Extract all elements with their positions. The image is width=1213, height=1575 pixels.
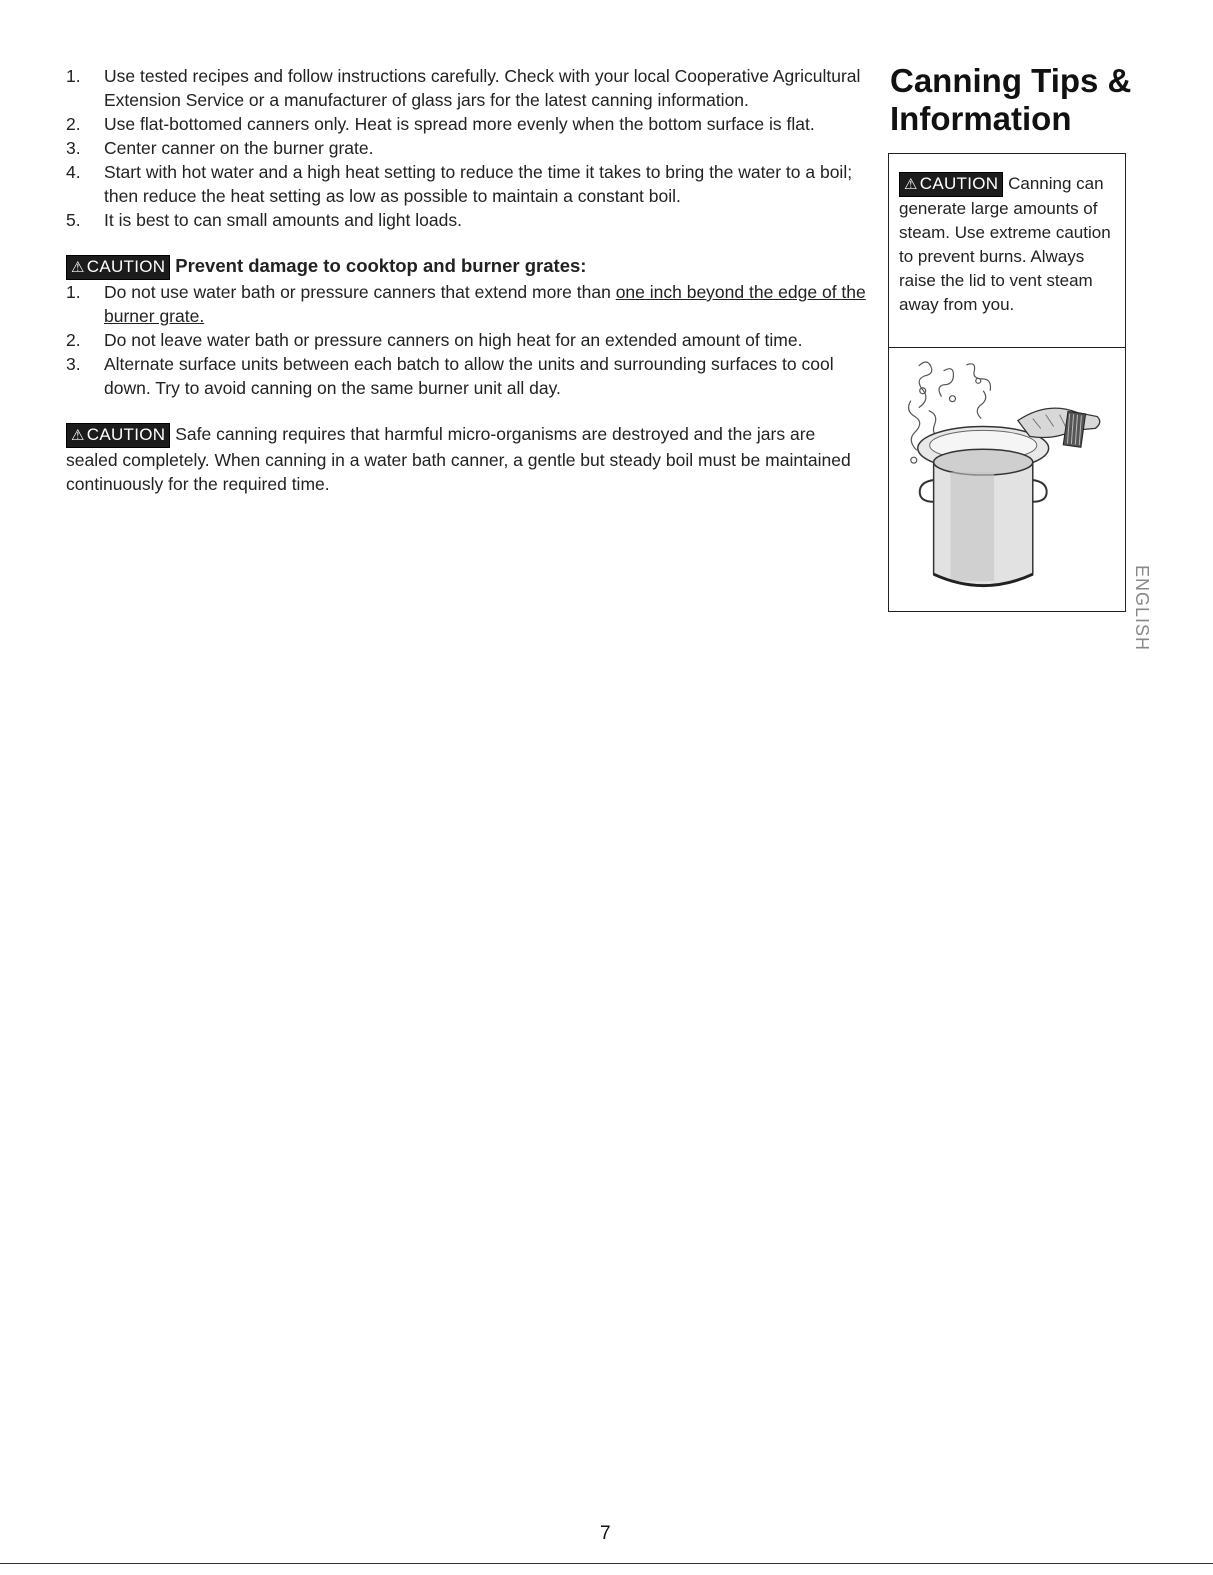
caution-heading-line (66, 254, 866, 280)
list-item-text: It is best to can small amounts and light loads. (104, 210, 462, 230)
page-number: 7 (600, 1523, 611, 1544)
steam-caution-text: Canning can generate large amounts of steam. Use extreme caution to prevent burns. Always raise the lid to vent steam away from you. (899, 174, 1111, 314)
main-content (66, 64, 866, 496)
canning-steps-list (66, 64, 866, 232)
steam-caution-box (888, 153, 1126, 612)
list-item: 1. Use tested recipes and follow instructions carefully. Check with your local Cooperative Agricultural Extension Service or a manufacturer of glass jars for the latest canning information. (66, 66, 861, 110)
warning-icon: ⚠ (71, 427, 85, 444)
list-item: 3. Center canner on the burner grate. (66, 138, 374, 158)
caution-heading: Prevent damage to cooktop and burner grates: (175, 255, 587, 276)
language-tab: ENGLISH (1132, 565, 1152, 652)
caution-badge: ⚠ CAUTION (66, 423, 170, 448)
list-item-text: Center canner on the burner grate. (104, 138, 374, 158)
list-item: 2. Use flat-bottomed canners only. Heat is spread more evenly when the bottom surface is flat. (66, 114, 815, 134)
list-item-text: Use tested recipes and follow instructions carefully. Check with your local Cooperative Agricultural Extension Service or a manufacturer of glass jars for the latest canning information. (104, 66, 861, 110)
safe-canning-caution (66, 422, 866, 496)
divider (889, 347, 1125, 348)
warning-icon: ⚠ (904, 176, 918, 193)
list-item-text: Use flat-bottomed canners only. Heat is spread more evenly when the bottom surface is flat. (104, 114, 815, 134)
underlined-text: one inch beyond the edge of the burner grate. (104, 282, 866, 326)
steam-caution-text-area (889, 154, 1125, 329)
caution-badge: ⚠ CAUTION (899, 172, 1003, 197)
caution-text: Safe canning requires that harmful micro-organisms are destroyed and the jars are sealed completely. When canning in a water bath canner, a gentle but steady boil must be maintained continuously for the required time. (66, 424, 851, 494)
page-title: Canning Tips & Information (890, 62, 1132, 137)
list-item: 5. It is best to can small amounts and light loads. (66, 210, 462, 230)
list-item: 4. Start with hot water and a high heat setting to reduce the time it takes to bring the water to a boil; then reduce the heat setting as low as possible to maintain a constant boil. (66, 162, 853, 206)
footer-rule (0, 1563, 1213, 1564)
grate-damage-list (66, 280, 866, 400)
steaming-canner-illustration (889, 350, 1125, 610)
warning-icon: ⚠ (71, 259, 85, 276)
grate-damage-caution (66, 254, 866, 400)
list-item: 1. Do not use water bath or pressure canners that extend more than one inch beyond the edge of the burner grate. (66, 282, 866, 326)
caution-badge: ⚠ CAUTION (66, 255, 170, 280)
list-item: 2. Do not leave water bath or pressure canners on high heat for an extended amount of time. (66, 330, 803, 350)
list-item: 3. Alternate surface units between each batch to allow the units and surrounding surfaces to cool down. Try to avoid canning on the same burner unit all day. (66, 354, 834, 398)
list-item-text: Start with hot water and a high heat setting to reduce the time it takes to bring the water to a boil; then reduce the heat setting as low as possible to maintain a constant boil. (104, 162, 853, 206)
